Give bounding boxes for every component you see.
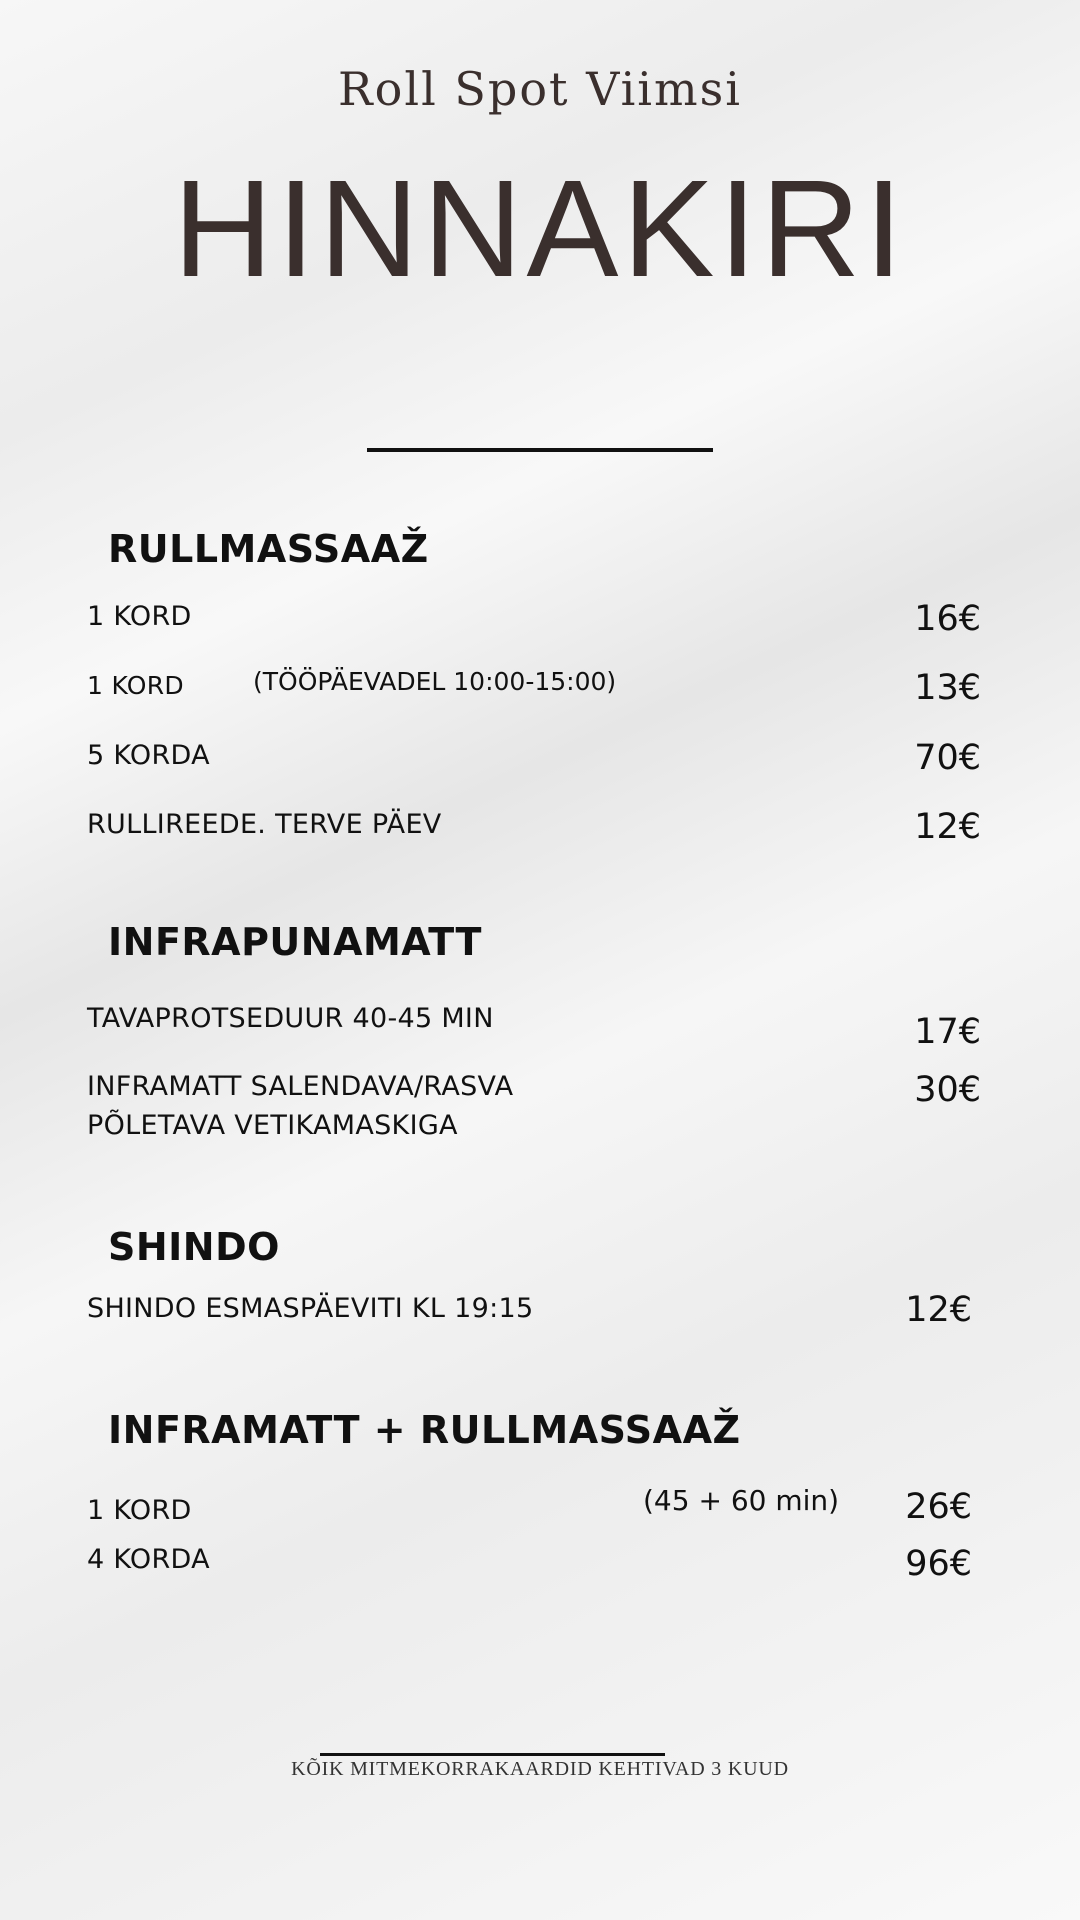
item-note: (45 + 60 min): [643, 1484, 840, 1517]
item-price: 16€: [914, 599, 981, 639]
footer-divider: [320, 1753, 665, 1756]
page-title: HINNAKIRI: [173, 152, 907, 306]
item-price: 17€: [914, 1012, 981, 1052]
item-price: 12€: [905, 1290, 972, 1330]
item-price: 12€: [914, 807, 981, 847]
item-label: SHINDO ESMASPÄEVITI KL 19:15: [87, 1293, 534, 1324]
item-label-line2: PÕLETAVA VETIKAMASKIGA: [87, 1110, 458, 1141]
section-heading-inframatt-rullmassaaz: INFRAMATT + RULLMASSAAŽ: [108, 1408, 741, 1452]
item-price: 30€: [914, 1070, 981, 1110]
item-label: 1 KORD: [87, 671, 184, 700]
item-note: (TÖÖPÄEVADEL 10:00-15:00): [253, 667, 617, 696]
item-price: 96€: [905, 1544, 972, 1584]
brand-name: Roll Spot Viimsi: [338, 62, 742, 116]
section-heading-infrapunamatt: INFRAPUNAMATT: [108, 920, 482, 964]
item-label: RULLIREEDE. TERVE PÄEV: [87, 809, 442, 840]
title-divider: [367, 448, 713, 452]
item-price: 26€: [905, 1487, 972, 1527]
item-label: 1 KORD: [87, 1495, 192, 1526]
section-heading-rullmassaaz: RULLMASSAAŽ: [108, 527, 429, 571]
item-label: INFRAMATT SALENDAVA/RASVA: [87, 1071, 514, 1102]
item-label: 5 KORDA: [87, 740, 210, 771]
item-label: 1 KORD: [87, 601, 192, 632]
item-price: 70€: [914, 738, 981, 778]
item-price: 13€: [914, 668, 981, 708]
footer-note: KÕIK MITMEKORRAKAARDID KEHTIVAD 3 KUUD: [291, 1758, 789, 1780]
section-heading-shindo: SHINDO: [108, 1225, 280, 1269]
item-label: 4 KORDA: [87, 1544, 210, 1575]
item-label: TAVAPROTSEDUUR 40-45 MIN: [87, 1003, 494, 1034]
